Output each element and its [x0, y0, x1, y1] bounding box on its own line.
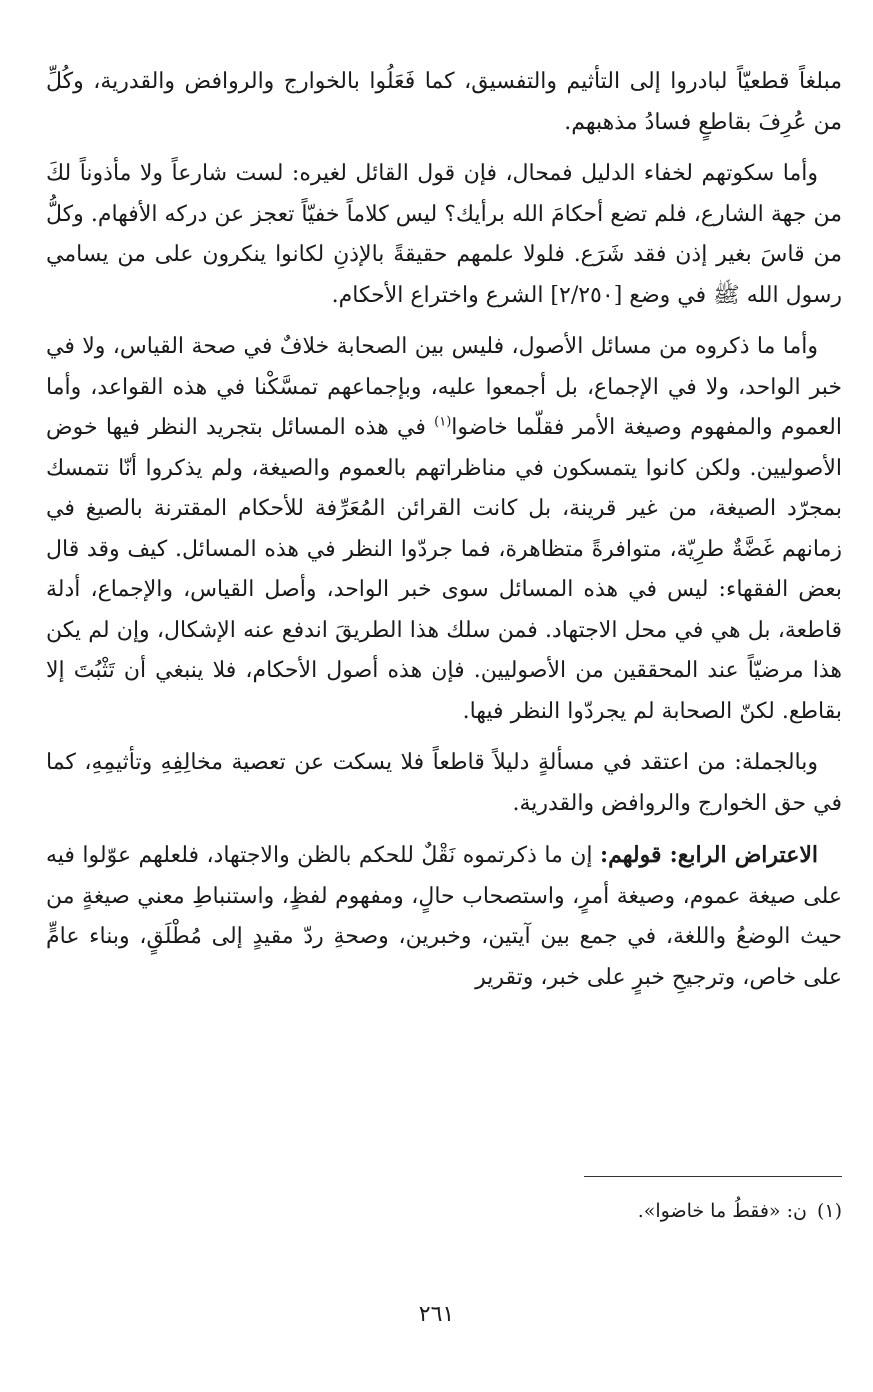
paragraph-1 [46, 62, 842, 143]
paragraph-text: مبلغاً قطعيّاً لبادروا إلى التأثيم والتفسيق، كما فَعَلُوا بالخوارج والروافض والقدرية، وكُلِّ من عُرِفَ بقاطعٍ فسادُ مذهبهم. [46, 69, 842, 135]
footnote [46, 1196, 842, 1226]
paragraph-2 [46, 154, 842, 316]
objection-heading: الاعتراض الرابع: قولهم: [599, 842, 818, 868]
footnote-reference[interactable]: (١) [434, 414, 452, 430]
footnote-separator [584, 1176, 842, 1177]
footnote-text: ن: «فقطُ ما خاضوا». [637, 1200, 807, 1222]
paragraph-4 [46, 743, 842, 824]
paragraph-text: وأما ما ذكروه من مسائل الأصول، فليس بين الصحابة خلافٌ في صحة القياس، ولا في خبر الواحد، ولا في الإجماع، بل أجمعوا عليه، وبإجماعهم تمسَّكْنا في هذه القواعد، وأما العموم والمفهوم وصيغة الأمر فقلّما خاضوا [46, 334, 842, 440]
paragraph-text: إن ما ذكرتموه نَقْلٌ للحكم بالظن والاجتهاد، فلعلهم عوّلوا فيه على صيغة عموم، وصيغة أمرٍ، واستصحاب حالٍ، ومفهوم لفظٍ، واستنباطِ معني صيغةٍ من حيث الوضعُ واللغة، في جمع بين آيتين، وخبرين، وصحةِ ردّ مقيدٍ إلى مُطْلَقٍ، وبناء عامٍّ على خاص، وترجيحِ خبرٍ على خبر، وتقرير [46, 843, 842, 990]
paragraph-text-continued: في هذه المسائل بتجريد النظر فيها خوض الأصوليين. ولكن كانوا يتمسكون في مناظراتهم بالعموم والصيغة، ولم يذكروا أنّا نتمسك بمجرّد الصيغة، من غير قرينة، بل كانت القرائن المُعَرِّفة للأحكام المقترنة بالصيغ في زمانهم غَضَّةٌ طرِيّة، متوافرةً متظاهرة، فما جردّوا النظر في هذه المسائل. كيف وقد قال بعض الفقهاء: ليس في هذه المسائل سوى خبر الواحد، وأصل القياس، والإجماع، أدلة قاطعة، بل هي في محل الاجتهاد. فمن سلك هذا الطريقَ اندفع عنه الإشكال، وإن لم يكن هذا مرضيّاً عند المحققين من الأصوليين. فإن هذه أصول الأحكام، فلا ينبغي أن تَثْبُتَ إلا بقاطع. لكنّ الصحابة لم يجردّوا النظر فيها. [46, 415, 842, 724]
paragraph-text: وبالجملة: من اعتقد في مسألةٍ دليلاً قاطعاً فلا يسكت عن تعصية مخالِفِهِ وتأثيمِهِ، كما في حق الخوارج والروافض والقدرية. [46, 750, 842, 816]
paragraph-3 [46, 327, 842, 732]
paragraph-text: وأما سكوتهم لخفاء الدليل فمحال، فإن قول القائل لغيره: لست شارعاً ولا مأذوناً لكَ من جهة الشارع، فلم تضع أحكامَ الله برأيك؟ ليس كلاماً خفيّاً تعجز عن دركه الأفهام. وكلُّ من قاسَ بغير إذن فقد شَرَع. فلولا علمهم حقيقةً بالإذنِ لكانوا ينكرون على من يسامي رسول الله ﷺ في وضع [٢/٢٥٠] الشرع واختراع الأحكام. [46, 161, 842, 308]
footnote-marker: (١) [816, 1200, 842, 1222]
paragraph-5 [46, 835, 842, 998]
page-number: ٢٦١ [418, 1302, 455, 1327]
main-text [46, 62, 842, 998]
